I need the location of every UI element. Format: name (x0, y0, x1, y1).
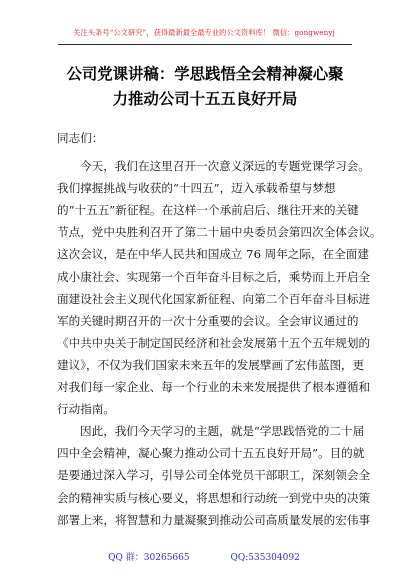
header-banner: 关注头条号“公文研究”，获得最新最全最专业的公文资料库！ 微信：gongwenyj (73, 28, 335, 37)
body-line: 的“十五五”新征程。在这样一个承前启后、继往开来的关键 (57, 203, 359, 218)
body-line: 今天，我们在这里召开一次意义深远的专题党课学习会。 (80, 159, 370, 174)
body-line: 面建设社会主义现代化国家新征程、向第二个百年奋斗目标进 (57, 291, 371, 306)
salutation: 同志们： (57, 131, 104, 145)
body-line: 建议》，不仅为我们国家未来五年的发展擘画了宏伟蓝图，更 (57, 357, 365, 372)
body-line: 会的精神实质与核心要义，将思想和行动统一到党中央的决策 (57, 490, 371, 505)
body-line: 因此，我们今天学习的主题，就是“学思践悟党的二十届 (80, 424, 365, 439)
header-divider (58, 44, 352, 45)
body-line: 军的关键时期召开的一次十分重要的会议。全会审议通过的 (57, 313, 359, 328)
title-line-1: 公司党课讲稿：学思践悟全会精神凝心聚 (66, 65, 344, 83)
document-body (57, 127, 382, 531)
body-line: 《中共中央关于制定国民经济和社会发展第十五个五年规划的 (57, 335, 371, 350)
qq-number: QQ:535304092 (230, 553, 300, 563)
document-title (40, 62, 370, 112)
body-line: 行动指南。 (57, 402, 115, 417)
body-line: 成小康社会、实现第一个百年奋斗目标之后，乘势而上开启全 (57, 269, 371, 284)
body-line: 我们撑握挑战与收获的“十四五”，迈入承载希望与梦想 (57, 181, 336, 196)
qq-group-number: QQ 群：30265665 (108, 553, 190, 563)
body-line: 这次会议，是在中华人民共和国成立 76 周年之际，在全面建 (57, 247, 369, 262)
body-line: 节点，党中央胜利召开了第二十届中央委员会第四次全体会议。 (57, 225, 382, 240)
footer-contact (0, 550, 408, 563)
body-line: 部署上来，将智慧和力量凝聚到推动公司高质量发展的宏伟事 (57, 512, 371, 527)
body-line: 是要通过深入学习，引导公司全体党员干部职工，深刻领会全 (57, 468, 371, 483)
title-line-2: 力推动公司十五五良好开局 (112, 90, 298, 108)
body-line: 四中全会精神，凝心聚力推动公司十五五良好开局”。目的就 (57, 446, 365, 461)
body-line: 对我们每一家企业、每一个行业的未来发展提供了根本遵循和 (57, 380, 371, 395)
